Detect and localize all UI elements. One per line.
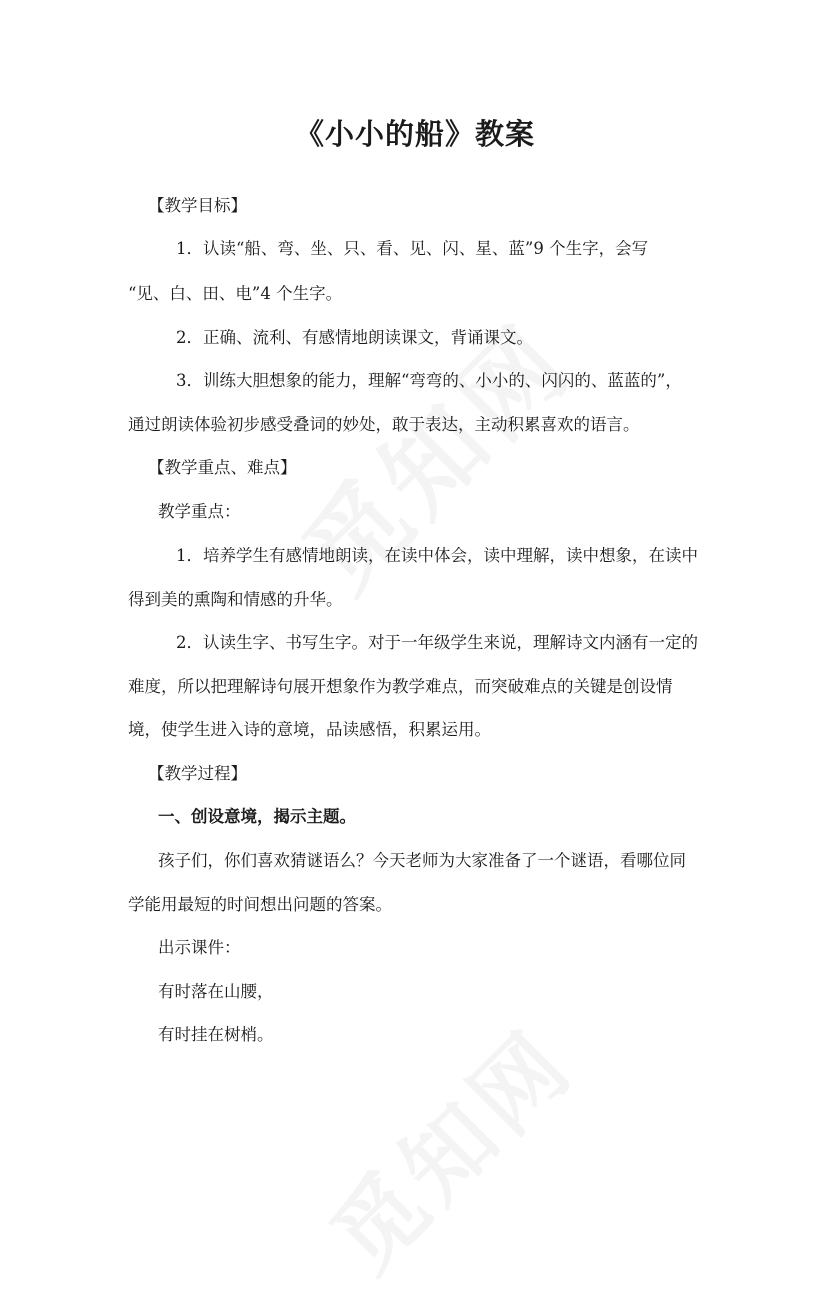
paragraph-line: 2．认读生字、书写生字。对于一年级学生来说，理解诗文内涵有一定的 <box>176 633 698 652</box>
paragraph-line: 孩子们，你们喜欢猜谜语么？今天老师为大家准备了一个谜语，看哪位同 <box>158 851 686 870</box>
paragraph-line: 2．正确、流利、有感情地朗读课文，背诵课文。 <box>176 328 533 347</box>
section-heading-process: 【教学过程】 <box>148 764 247 783</box>
step-heading: 一、创设意境，揭示主题。 <box>158 807 356 826</box>
paragraph-line: 得到美的熏陶和情感的升华。 <box>128 590 343 609</box>
watermark <box>297 995 597 1295</box>
paragraph-line: “见、白、田、电”4 个生字。 <box>128 284 343 303</box>
section-heading-key-points: 【教学重点、难点】 <box>148 458 297 477</box>
riddle-line: 有时落在山腰， <box>158 982 274 1001</box>
paragraph-line: 1．培养学生有感情地朗读，在读中体会，读中理解，读中想象，在读中 <box>176 546 698 565</box>
paragraph-line: 学能用最短的时间想出问题的答案。 <box>128 895 392 914</box>
subheading-key-points: 教学重点： <box>158 502 241 521</box>
page-title: 《小小的船》教案 <box>294 117 535 151</box>
paragraph-line: 3．训练大胆想象的能力，理解“弯弯的、小小的、闪闪的、蓝蓝的”， <box>176 371 682 390</box>
paragraph-line: 境，使学生进入诗的意境，品读感悟，积累运用。 <box>128 720 491 739</box>
paragraph-line: 通过朗读体验初步感受叠词的妙处，敢于表达，主动积累喜欢的语言。 <box>128 415 640 434</box>
section-heading-objectives: 【教学目标】 <box>148 196 247 215</box>
paragraph-line: 难度，所以把理解诗句展开想象作为教学难点，而突破难点的关键是创设情 <box>128 677 673 696</box>
paragraph-line: 1．认读“船、弯、坐、只、看、见、闪、星、蓝”9 个生字，会写 <box>176 239 649 258</box>
paragraph-line: 出示课件： <box>158 938 241 957</box>
riddle-line: 有时挂在树梢。 <box>158 1025 274 1044</box>
